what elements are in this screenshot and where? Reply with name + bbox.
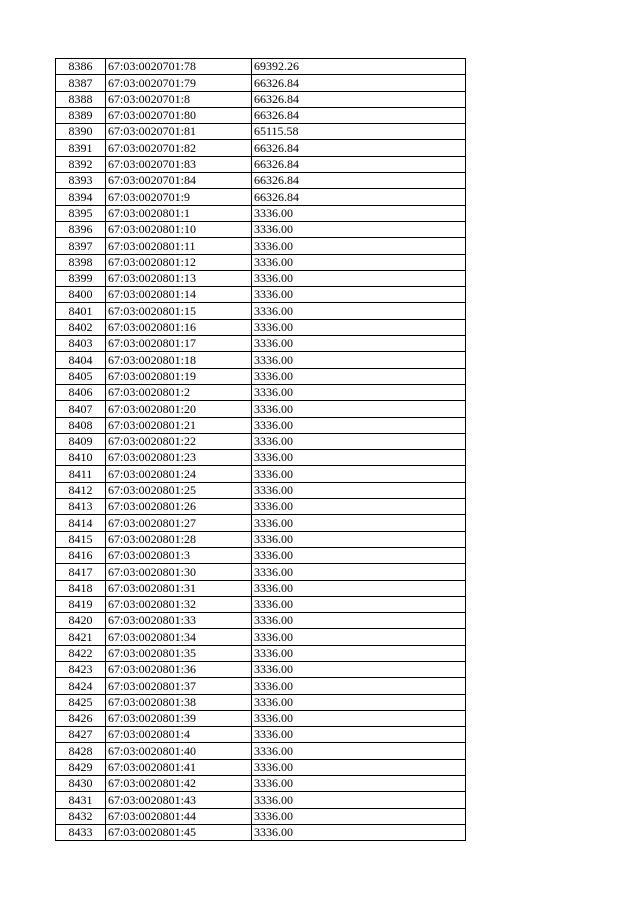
cadastral-number-cell: 67:03:0020801:4 — [106, 727, 252, 743]
row-number-cell: 8411 — [56, 466, 106, 482]
value-cell: 3336.00 — [252, 564, 466, 580]
cadastral-number-cell: 67:03:0020801:30 — [106, 564, 252, 580]
row-number-cell: 8425 — [56, 694, 106, 710]
table-row — [56, 580, 466, 596]
cadastral-number-cell: 67:03:0020801:11 — [106, 238, 252, 254]
value-cell: 3336.00 — [252, 743, 466, 759]
cadastral-number-cell: 67:03:0020801:19 — [106, 368, 252, 384]
row-number-cell: 8405 — [56, 368, 106, 384]
row-number-cell: 8430 — [56, 776, 106, 792]
value-cell: 3336.00 — [252, 401, 466, 417]
table-row — [56, 645, 466, 661]
cadastral-number-cell: 67:03:0020801:20 — [106, 401, 252, 417]
table-row — [56, 140, 466, 156]
data-table — [55, 58, 466, 841]
cadastral-number-cell: 67:03:0020801:33 — [106, 613, 252, 629]
table-row — [56, 107, 466, 123]
row-number-cell: 8402 — [56, 319, 106, 335]
table-row — [56, 499, 466, 515]
row-number-cell: 8433 — [56, 824, 106, 840]
cadastral-number-cell: 67:03:0020801:18 — [106, 352, 252, 368]
cadastral-number-cell: 67:03:0020801:31 — [106, 580, 252, 596]
cadastral-number-cell: 67:03:0020801:45 — [106, 824, 252, 840]
table-row — [56, 173, 466, 189]
cadastral-number-cell: 67:03:0020801:23 — [106, 450, 252, 466]
table-row — [56, 824, 466, 840]
row-number-cell: 8432 — [56, 808, 106, 824]
value-cell: 3336.00 — [252, 824, 466, 840]
value-cell: 3336.00 — [252, 205, 466, 221]
table-row — [56, 531, 466, 547]
row-number-cell: 8392 — [56, 156, 106, 172]
value-cell: 3336.00 — [252, 727, 466, 743]
cadastral-number-cell: 67:03:0020801:15 — [106, 303, 252, 319]
row-number-cell: 8395 — [56, 205, 106, 221]
table-row — [56, 727, 466, 743]
table-row — [56, 124, 466, 140]
value-cell: 3336.00 — [252, 759, 466, 775]
cadastral-number-cell: 67:03:0020801:36 — [106, 661, 252, 677]
cadastral-number-cell: 67:03:0020801:38 — [106, 694, 252, 710]
table-row — [56, 254, 466, 270]
value-cell: 66326.84 — [252, 189, 466, 205]
table-row — [56, 368, 466, 384]
row-number-cell: 8389 — [56, 107, 106, 123]
row-number-cell: 8391 — [56, 140, 106, 156]
table-body — [56, 59, 466, 841]
table-row — [56, 303, 466, 319]
table-row — [56, 776, 466, 792]
row-number-cell: 8401 — [56, 303, 106, 319]
row-number-cell: 8403 — [56, 336, 106, 352]
cadastral-number-cell: 67:03:0020801:41 — [106, 759, 252, 775]
cadastral-number-cell: 67:03:0020801:27 — [106, 515, 252, 531]
row-number-cell: 8393 — [56, 173, 106, 189]
row-number-cell: 8423 — [56, 661, 106, 677]
value-cell: 66326.84 — [252, 75, 466, 91]
cadastral-number-cell: 67:03:0020701:78 — [106, 59, 252, 75]
value-cell: 3336.00 — [252, 580, 466, 596]
table-row — [56, 401, 466, 417]
table-row — [56, 319, 466, 335]
value-cell: 3336.00 — [252, 531, 466, 547]
table-row — [56, 661, 466, 677]
cadastral-number-cell: 67:03:0020701:81 — [106, 124, 252, 140]
cadastral-number-cell: 67:03:0020801:42 — [106, 776, 252, 792]
value-cell: 3336.00 — [252, 499, 466, 515]
table-row — [56, 221, 466, 237]
table-row — [56, 450, 466, 466]
value-cell: 66326.84 — [252, 91, 466, 107]
value-cell: 3336.00 — [252, 303, 466, 319]
cadastral-number-cell: 67:03:0020801:16 — [106, 319, 252, 335]
value-cell: 3336.00 — [252, 417, 466, 433]
value-cell: 3336.00 — [252, 808, 466, 824]
table-row — [56, 417, 466, 433]
cadastral-number-cell: 67:03:0020801:10 — [106, 221, 252, 237]
table-row — [56, 613, 466, 629]
value-cell: 66326.84 — [252, 173, 466, 189]
row-number-cell: 8386 — [56, 59, 106, 75]
value-cell: 3336.00 — [252, 596, 466, 612]
cadastral-number-cell: 67:03:0020801:44 — [106, 808, 252, 824]
cadastral-number-cell: 67:03:0020801:14 — [106, 287, 252, 303]
row-number-cell: 8410 — [56, 450, 106, 466]
value-cell: 3336.00 — [252, 661, 466, 677]
value-cell: 3336.00 — [252, 368, 466, 384]
row-number-cell: 8404 — [56, 352, 106, 368]
row-number-cell: 8406 — [56, 384, 106, 400]
row-number-cell: 8398 — [56, 254, 106, 270]
cadastral-number-cell: 67:03:0020801:25 — [106, 482, 252, 498]
value-cell: 3336.00 — [252, 270, 466, 286]
cadastral-number-cell: 67:03:0020801:2 — [106, 384, 252, 400]
cadastral-number-cell: 67:03:0020801:17 — [106, 336, 252, 352]
table-row — [56, 596, 466, 612]
cadastral-number-cell: 67:03:0020801:3 — [106, 547, 252, 563]
table-row — [56, 694, 466, 710]
value-cell: 3336.00 — [252, 792, 466, 808]
row-number-cell: 8427 — [56, 727, 106, 743]
table-row — [56, 792, 466, 808]
value-cell: 3336.00 — [252, 221, 466, 237]
value-cell: 3336.00 — [252, 336, 466, 352]
cadastral-number-cell: 67:03:0020801:32 — [106, 596, 252, 612]
row-number-cell: 8418 — [56, 580, 106, 596]
row-number-cell: 8397 — [56, 238, 106, 254]
cadastral-number-cell: 67:03:0020701:82 — [106, 140, 252, 156]
cadastral-number-cell: 67:03:0020801:21 — [106, 417, 252, 433]
table-row — [56, 466, 466, 482]
row-number-cell: 8399 — [56, 270, 106, 286]
cadastral-number-cell: 67:03:0020801:43 — [106, 792, 252, 808]
cadastral-number-cell: 67:03:0020801:24 — [106, 466, 252, 482]
value-cell: 65115.58 — [252, 124, 466, 140]
table-row — [56, 547, 466, 563]
value-cell: 3336.00 — [252, 254, 466, 270]
value-cell: 3336.00 — [252, 433, 466, 449]
row-number-cell: 8390 — [56, 124, 106, 140]
cadastral-number-cell: 67:03:0020801:1 — [106, 205, 252, 221]
table-row — [56, 156, 466, 172]
value-cell: 66326.84 — [252, 156, 466, 172]
table-row — [56, 808, 466, 824]
table-row — [56, 75, 466, 91]
value-cell: 3336.00 — [252, 319, 466, 335]
table-row — [56, 91, 466, 107]
cadastral-number-cell: 67:03:0020801:37 — [106, 678, 252, 694]
row-number-cell: 8431 — [56, 792, 106, 808]
table-row — [56, 433, 466, 449]
row-number-cell: 8419 — [56, 596, 106, 612]
value-cell: 3336.00 — [252, 466, 466, 482]
cadastral-number-cell: 67:03:0020701:83 — [106, 156, 252, 172]
table-row — [56, 59, 466, 75]
table-row — [56, 205, 466, 221]
cadastral-number-cell: 67:03:0020701:9 — [106, 189, 252, 205]
value-cell: 66326.84 — [252, 140, 466, 156]
cadastral-number-cell: 67:03:0020701:80 — [106, 107, 252, 123]
table-row — [56, 743, 466, 759]
row-number-cell: 8412 — [56, 482, 106, 498]
row-number-cell: 8400 — [56, 287, 106, 303]
table-row — [56, 238, 466, 254]
value-cell: 3336.00 — [252, 629, 466, 645]
cadastral-number-cell: 67:03:0020801:39 — [106, 710, 252, 726]
table-row — [56, 384, 466, 400]
row-number-cell: 8409 — [56, 433, 106, 449]
row-number-cell: 8428 — [56, 743, 106, 759]
table-row — [56, 189, 466, 205]
value-cell: 3336.00 — [252, 238, 466, 254]
table-row — [56, 759, 466, 775]
row-number-cell: 8422 — [56, 645, 106, 661]
value-cell: 3336.00 — [252, 482, 466, 498]
table-row — [56, 287, 466, 303]
row-number-cell: 8421 — [56, 629, 106, 645]
table-row — [56, 270, 466, 286]
table-row — [56, 352, 466, 368]
row-number-cell: 8394 — [56, 189, 106, 205]
row-number-cell: 8414 — [56, 515, 106, 531]
table-row — [56, 515, 466, 531]
row-number-cell: 8407 — [56, 401, 106, 417]
table-row — [56, 710, 466, 726]
cadastral-number-cell: 67:03:0020801:22 — [106, 433, 252, 449]
cadastral-number-cell: 67:03:0020701:84 — [106, 173, 252, 189]
row-number-cell: 8396 — [56, 221, 106, 237]
row-number-cell: 8426 — [56, 710, 106, 726]
row-number-cell: 8416 — [56, 547, 106, 563]
cadastral-number-cell: 67:03:0020801:26 — [106, 499, 252, 515]
value-cell: 3336.00 — [252, 450, 466, 466]
value-cell: 66326.84 — [252, 107, 466, 123]
cadastral-number-cell: 67:03:0020801:12 — [106, 254, 252, 270]
row-number-cell: 8420 — [56, 613, 106, 629]
row-number-cell: 8417 — [56, 564, 106, 580]
value-cell: 3336.00 — [252, 694, 466, 710]
table-row — [56, 678, 466, 694]
cadastral-number-cell: 67:03:0020801:34 — [106, 629, 252, 645]
cadastral-number-cell: 67:03:0020801:40 — [106, 743, 252, 759]
row-number-cell: 8388 — [56, 91, 106, 107]
value-cell: 3336.00 — [252, 678, 466, 694]
table-row — [56, 564, 466, 580]
cadastral-number-cell: 67:03:0020801:35 — [106, 645, 252, 661]
value-cell: 3336.00 — [252, 613, 466, 629]
value-cell: 3336.00 — [252, 776, 466, 792]
row-number-cell: 8424 — [56, 678, 106, 694]
cadastral-number-cell: 67:03:0020701:8 — [106, 91, 252, 107]
table-row — [56, 629, 466, 645]
row-number-cell: 8408 — [56, 417, 106, 433]
row-number-cell: 8413 — [56, 499, 106, 515]
row-number-cell: 8415 — [56, 531, 106, 547]
cadastral-number-cell: 67:03:0020701:79 — [106, 75, 252, 91]
cadastral-number-cell: 67:03:0020801:28 — [106, 531, 252, 547]
value-cell: 69392.26 — [252, 59, 466, 75]
value-cell: 3336.00 — [252, 287, 466, 303]
row-number-cell: 8429 — [56, 759, 106, 775]
value-cell: 3336.00 — [252, 515, 466, 531]
value-cell: 3336.00 — [252, 710, 466, 726]
table-row — [56, 482, 466, 498]
row-number-cell: 8387 — [56, 75, 106, 91]
table-row — [56, 336, 466, 352]
value-cell: 3336.00 — [252, 645, 466, 661]
value-cell: 3336.00 — [252, 352, 466, 368]
value-cell: 3336.00 — [252, 547, 466, 563]
value-cell: 3336.00 — [252, 384, 466, 400]
cadastral-number-cell: 67:03:0020801:13 — [106, 270, 252, 286]
